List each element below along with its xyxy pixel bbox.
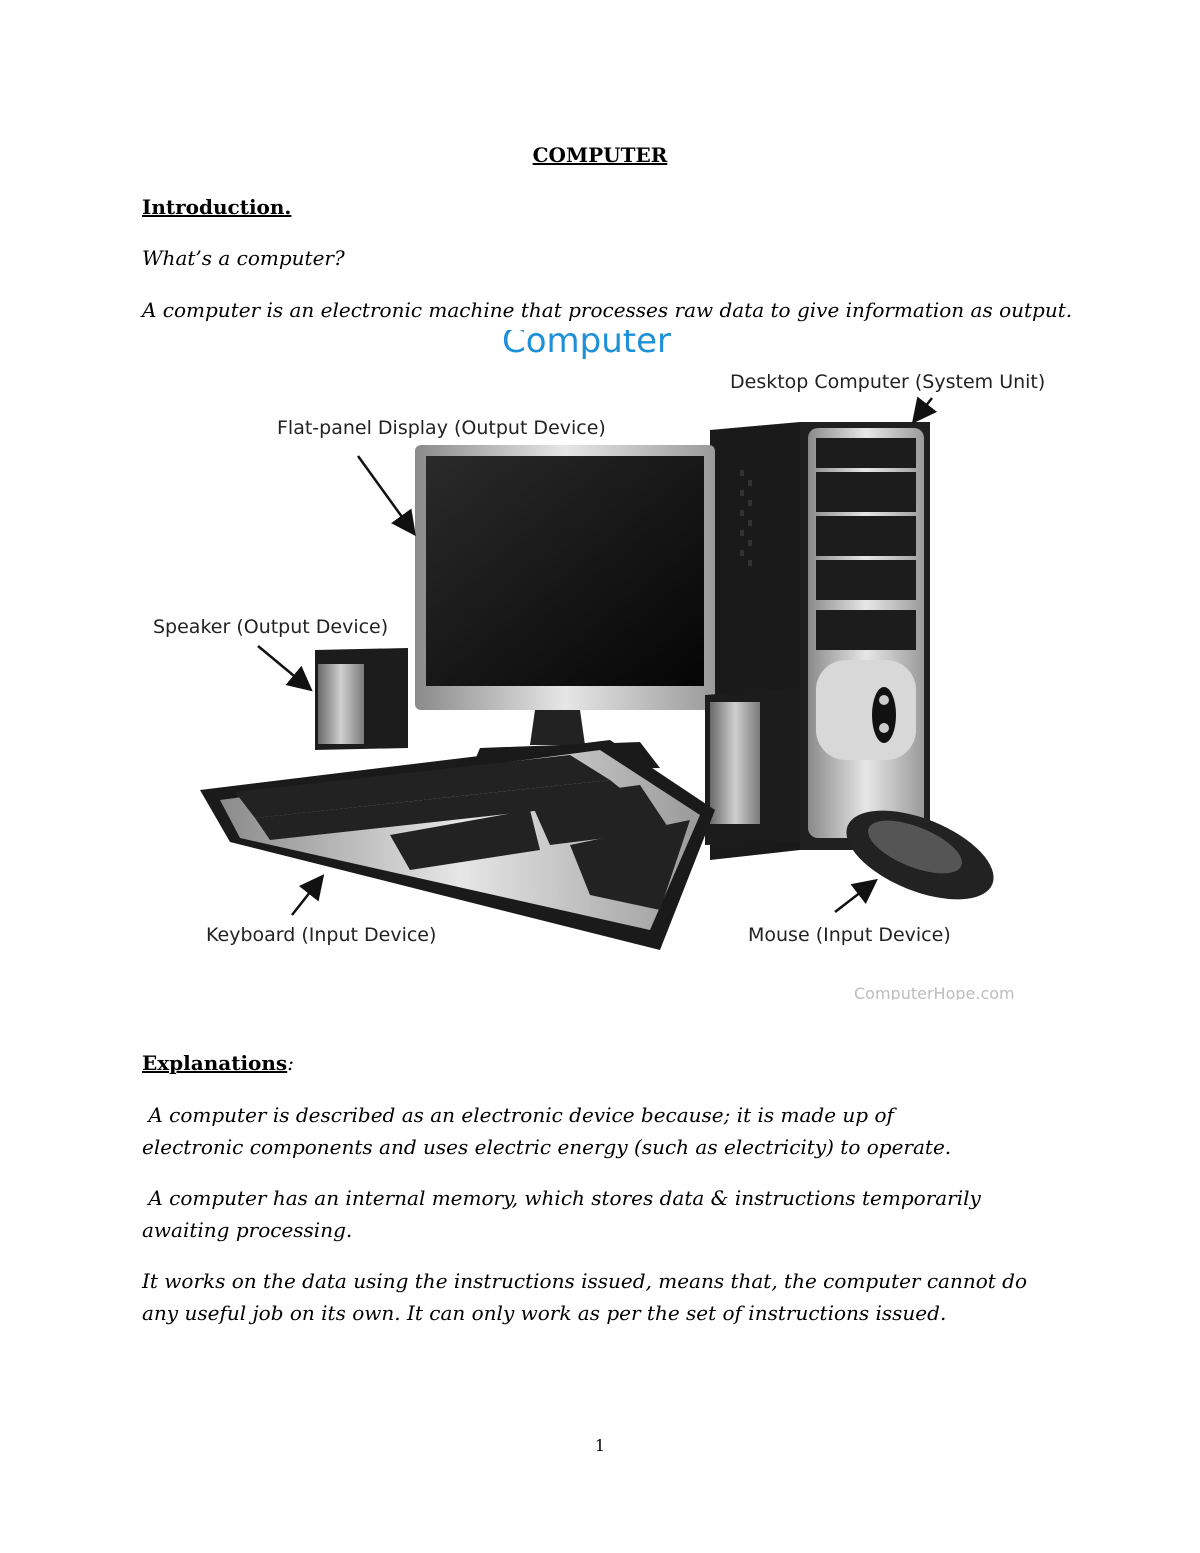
watermark-text: ComputerHope.com [854, 984, 1015, 1000]
explanations-colon: : [287, 1051, 294, 1075]
introduction-heading: Introduction. [142, 195, 292, 219]
monitor-image [415, 445, 715, 772]
explanations-heading: Explanations [142, 1051, 288, 1075]
speaker-arrow [258, 646, 305, 685]
display-label: Flat-panel Display (Output Device) [277, 417, 606, 439]
mouse-arrow [835, 885, 870, 912]
keyboard-label: Keyboard (Input Device) [206, 924, 437, 946]
paragraph-2-line-1: A computer has an internal memory, which stores data & instructions temporarily [142, 1186, 981, 1210]
keyboard-arrow [292, 882, 318, 915]
paragraph-1-line-1: A computer is described as an electronic device because; it is made up of [142, 1103, 894, 1127]
paragraph-2-line-2: awaiting processing. [142, 1218, 353, 1242]
paragraph-1-line-2: electronic components and uses electric energy (such as electricity) to operate. [142, 1135, 952, 1159]
mouse-label: Mouse (Input Device) [748, 924, 951, 946]
paragraph-3-line-1: It works on the data using the instructions issued, means that, the computer cannot do [142, 1269, 1028, 1293]
paragraph-3-line-2: any useful job on its own. It can only work as per the set of instructions issued. [142, 1301, 947, 1325]
document-title: COMPUTER [532, 143, 668, 167]
definition-text: A computer is an electronic machine that processes raw data to give information as output. [142, 298, 1073, 322]
system-unit-arrow [918, 398, 932, 416]
system-unit-label: Desktop Computer (System Unit) [730, 371, 1046, 393]
right-speaker-image [705, 688, 800, 845]
display-arrow [358, 456, 410, 528]
explanations-heading-row [142, 1051, 294, 1075]
speaker-label: Speaker (Output Device) [153, 616, 389, 638]
computer-figure [140, 330, 1060, 1000]
left-speaker-image [315, 648, 408, 750]
keyboard-image [200, 740, 715, 950]
figure-header-text: Computer [502, 330, 672, 361]
page-number: 1 [594, 1436, 606, 1455]
question-text: What’s a computer? [142, 246, 345, 270]
